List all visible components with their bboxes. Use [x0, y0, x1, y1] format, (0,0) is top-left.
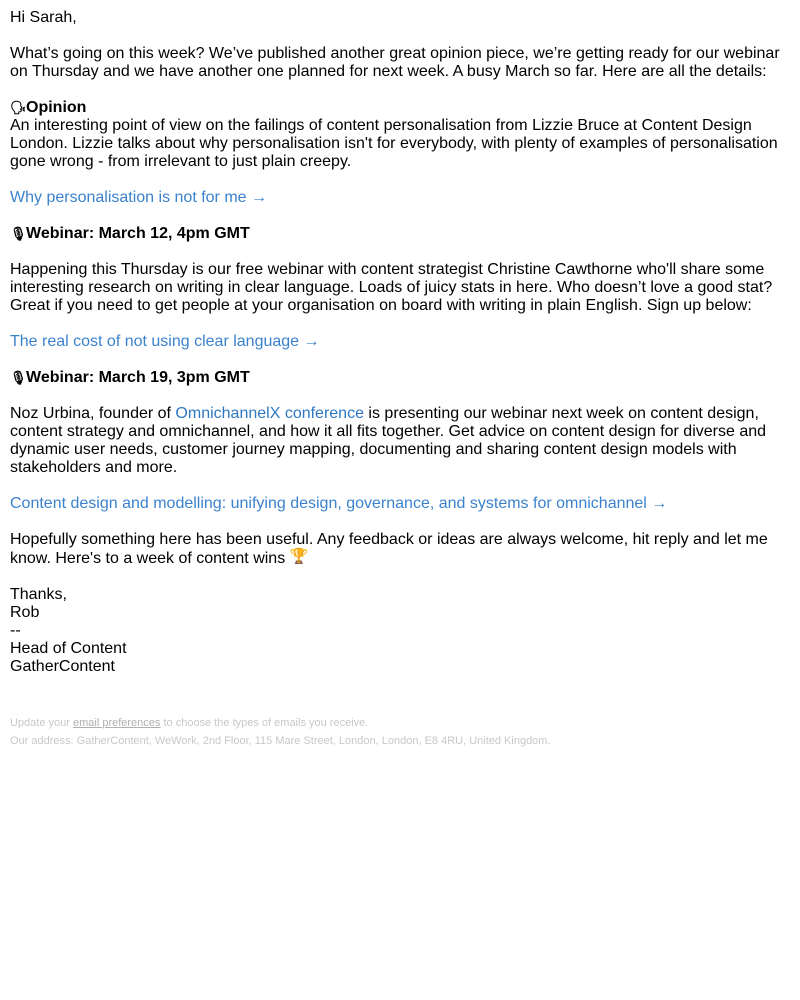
greeting: Hi Sarah,: [10, 9, 77, 26]
footer-prefs-after: to choose the types of emails you receive.: [160, 717, 369, 729]
signature-name: Rob: [10, 604, 40, 621]
webinar-2-link-para: [10, 495, 780, 513]
intro-paragraph: What’s going on this week? We’ve published another great opinion piece, we’re getting ready for our webinar on Thursday and we have another one planned for next week. A busy March so far. Here are all the details:: [10, 45, 780, 80]
webinar-2-section: [10, 369, 780, 513]
webinar-2-title: Webinar: March 19, 3pm GMT: [26, 369, 250, 386]
signature-separator: --: [10, 622, 21, 639]
opinion-heading: [10, 99, 780, 117]
email-footer: [10, 714, 780, 750]
webinar-1-body: Happening this Thursday is our free webinar with content strategist Christine Cawthorne who'll share some interesting research on writing in clear language. Loads of juicy stats in here. Who doesn’t love a good stat? Great if you need to get people at your organisation on board with writing in plain English. Sign up below:: [10, 261, 773, 314]
trophy-icon: 🏆: [289, 547, 309, 565]
webinar-1-link-para: [10, 333, 780, 351]
webinar-1-heading: [10, 225, 780, 243]
webinar-1-title: Webinar: March 12, 4pm GMT: [26, 225, 250, 242]
opinion-body: An interesting point of view on the failings of content personalisation from Lizzie Bruce at Content Design London. Lizzie talks about why personalisation isn't for everybody, with plenty of examples of personalisation gone wrong - from irrelevant to just plain creepy.: [10, 117, 778, 170]
signature-role: Head of Content: [10, 640, 127, 657]
signature-company: GatherContent: [10, 658, 115, 675]
opinion-link-para: [10, 189, 780, 207]
webinar-2-link[interactable]: Content design and modelling: unifying design, governance, and systems for omnichannel →: [10, 495, 668, 512]
signature-thanks: Thanks,: [10, 586, 67, 603]
email-preferences-link[interactable]: email preferences: [72, 717, 161, 729]
footer-address: Our address: GatherContent, WeWork, 2nd Floor, 115 Mare Street, London, London, E8 4RU, United Kingdom.: [10, 735, 551, 747]
omnichannelx-conference-link[interactable]: OmnichannelX conference: [175, 405, 364, 422]
webinar-1-section: [10, 225, 780, 351]
opinion-article-link[interactable]: Why personalisation is not for me →: [10, 189, 267, 206]
speaking-head-icon: 🗣: [10, 101, 27, 116]
webinar-2-body-before: Noz Urbina, founder of: [10, 405, 176, 422]
closing-paragraph: [10, 531, 780, 568]
microphone-icon: 🎙: [10, 371, 27, 386]
closing-text: Hopefully something here has been useful. Any feedback or ideas are always welcome, hit reply and let me know. Here's to a week of content wins: [10, 531, 768, 567]
webinar-2-body: [10, 405, 780, 477]
opinion-section: [10, 99, 780, 207]
webinar-1-link[interactable]: The real cost of not using clear language →: [10, 333, 320, 350]
webinar-2-heading: [10, 369, 780, 387]
footer-prefs-before: Update your: [10, 717, 73, 729]
opinion-title: Opinion: [26, 99, 87, 116]
footer-preferences: [10, 714, 780, 732]
signature: [10, 586, 780, 676]
webinar-2-body-after: is presenting our webinar next week on content design, content strategy and omnichannel, and how it all fits together. Get advice on content design for diverse and dynamic user needs, customer journey mapping, documenting and sharing content design models with stakeholders and more.: [10, 405, 767, 476]
microphone-icon: 🎙: [10, 227, 27, 242]
